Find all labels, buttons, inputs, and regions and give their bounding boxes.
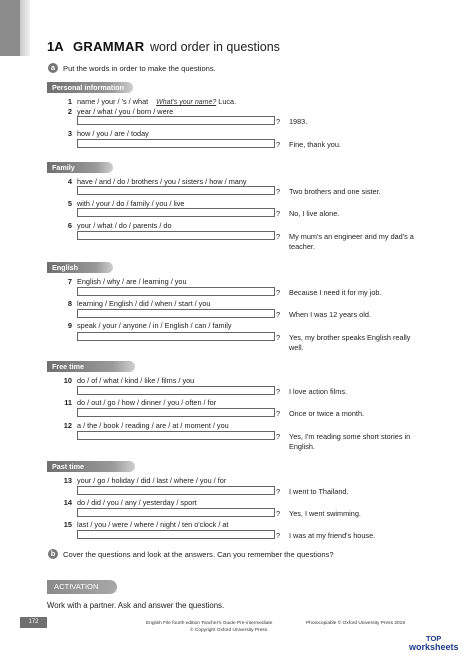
answer-field[interactable] [77, 139, 275, 148]
footer-photocopiable: Photocopiable © Oxford University Press 2019 [306, 621, 405, 626]
example-words: name / your / 's / what [77, 97, 149, 106]
given-answer: Two brothers and one sister. [289, 187, 381, 196]
question-prompt: with / your / do / family / you / live [77, 199, 185, 208]
question-prompt: have / and / do / brothers / you / sisters / how / many [77, 177, 247, 186]
question-number: 3 [67, 129, 72, 138]
question-prompt: last / you / were / where / night / ten o'clock / at [77, 520, 229, 529]
given-answer: No, I live alone. [289, 209, 340, 218]
question-prompt: your / go / holiday / did / last / where / you / for [77, 476, 227, 485]
answer-field[interactable] [77, 332, 275, 341]
question-prompt: your / what / do / parents / do [77, 221, 172, 230]
answer-field[interactable] [77, 530, 275, 539]
activation-instruction: Work with a partner. Ask and answer the questions. [47, 601, 225, 610]
given-answer: I went to Thailand. [289, 487, 349, 496]
example-reply: Luca. [218, 97, 237, 106]
question-mark: ? [276, 117, 281, 126]
given-answer: Yes, I went swimming. [289, 509, 361, 518]
question-prompt: a / the / book / reading / are / at / moment / you [77, 421, 229, 430]
question-prompt: do / did / you / any / yesterday / sport [77, 498, 197, 507]
given-answer: I love action films. [289, 387, 347, 396]
question-mark: ? [276, 487, 281, 496]
part-b-instruction: Cover the questions and look at the answers. Can you remember the questions? [63, 550, 334, 559]
answer-field[interactable] [77, 386, 275, 395]
section-free-time: Free time [47, 361, 135, 372]
page-subtitle: word order in questions [150, 40, 280, 54]
question-number: 7 [67, 277, 72, 286]
answer-field[interactable] [77, 431, 275, 440]
question-mark: ? [276, 509, 281, 518]
answer-field[interactable] [77, 508, 275, 517]
section-past-time: Past time [47, 461, 135, 472]
question-prompt: learning / English / did / when / start / you [77, 299, 211, 308]
answer-field[interactable] [77, 486, 275, 495]
question-number: 13 [63, 476, 72, 485]
answer-field[interactable] [77, 208, 275, 217]
answer-field[interactable] [77, 408, 275, 417]
question-mark: ? [276, 531, 281, 540]
question-prompt: do / out / go / how / dinner / you / often / for [77, 398, 217, 407]
footer-book-title: English File fourth edition Teacher's Guide Pre-intermediate [146, 621, 273, 626]
answer-field[interactable] [77, 116, 275, 125]
given-answer: Once or twice a month. [289, 409, 365, 418]
question-prompt: how / you / are / today [77, 129, 149, 138]
watermark-worksheets: worksheets [409, 642, 459, 652]
question-number: 15 [63, 520, 72, 529]
question-prompt: do / of / what / kind / like / films / you [77, 376, 195, 385]
question-number: 10 [63, 376, 72, 385]
question-mark: ? [276, 232, 281, 241]
question-number: 12 [63, 421, 72, 430]
answer-field[interactable] [77, 309, 275, 318]
question-mark: ? [276, 310, 281, 319]
part-a-instruction: Put the words in order to make the questions. [63, 64, 216, 73]
question-mark: ? [276, 387, 281, 396]
question-number: 14 [63, 498, 72, 507]
question-number: 9 [67, 321, 72, 330]
question-number: 8 [67, 299, 72, 308]
given-answer: Fine, thank you. [289, 140, 341, 149]
part-b-badge: b [48, 549, 58, 559]
section-english: English [47, 262, 113, 273]
question-mark: ? [276, 333, 281, 342]
question-prompt: speak / your / anyone / in / English / can / family [77, 321, 232, 330]
example-sample-answer: What's your name? [156, 99, 217, 106]
section-title: GRAMMAR [73, 39, 145, 54]
given-answer: My mum's an engineer and my dad's a teacher. [289, 232, 414, 251]
question-number: 6 [67, 221, 72, 230]
answer-field[interactable] [77, 231, 275, 240]
question-prompt: English / why / are / learning / you [77, 277, 187, 286]
section-family: Family [47, 162, 113, 173]
question-mark: ? [276, 432, 281, 441]
example-prompt [77, 97, 236, 106]
footer-copyright: © Copyright Oxford University Press [190, 628, 268, 633]
given-answer: Yes, my brother speaks English really well. [289, 333, 411, 352]
given-answer: Yes, I'm reading some short stories in English. [289, 432, 411, 451]
question-mark: ? [276, 209, 281, 218]
answer-field[interactable] [77, 186, 275, 195]
question-number: 5 [67, 199, 72, 208]
page-number: 172 [20, 617, 47, 628]
question-mark: ? [276, 409, 281, 418]
section-personal-information: Personal information [47, 82, 133, 93]
given-answer: When I was 12 years old. [289, 310, 371, 319]
question-number: 1 [67, 97, 72, 106]
question-mark: ? [276, 140, 281, 149]
activation-banner: ACTIVATION [47, 580, 117, 594]
question-mark: ? [276, 288, 281, 297]
page-edge-tab [0, 0, 20, 56]
question-mark: ? [276, 187, 281, 196]
given-answer: Because I need it for my job. [289, 288, 382, 297]
given-answer: I was at my friend's house. [289, 531, 376, 540]
question-number: 4 [67, 177, 72, 186]
question-number: 11 [64, 398, 72, 407]
page-edge-shade [20, 0, 30, 56]
unit-code: 1A [47, 39, 64, 54]
answer-field[interactable] [77, 287, 275, 296]
given-answer: 1983. [289, 117, 308, 126]
question-number: 2 [67, 107, 72, 116]
question-prompt: year / what / you / born / were [77, 107, 174, 116]
part-a-badge: a [48, 63, 58, 73]
watermark-top: TOP [426, 634, 442, 643]
